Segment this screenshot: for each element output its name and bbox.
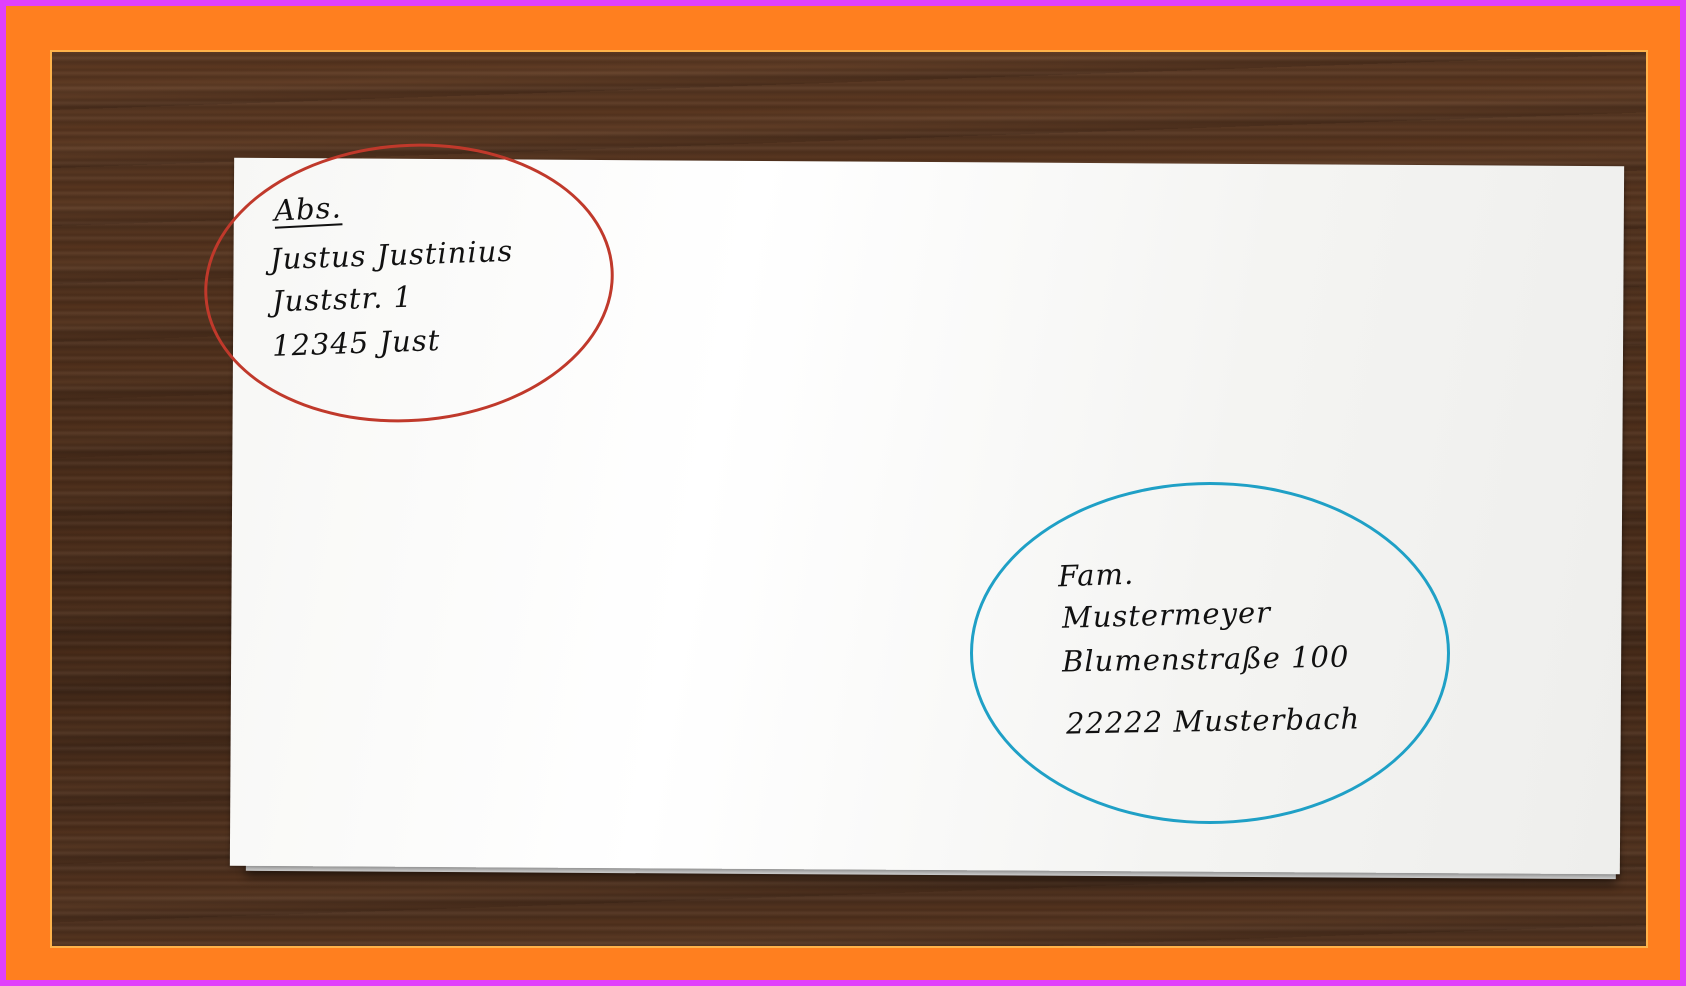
sender-label: Abs.	[273, 190, 343, 228]
sender-city: 12345 Just	[271, 323, 441, 363]
sender-name: Justus Justinius	[269, 233, 514, 277]
recipient-street: Blumenstraße 100	[1061, 639, 1350, 679]
recipient-city: 22222 Musterbach	[1065, 701, 1361, 741]
sender-street: Juststr. 1	[271, 279, 414, 319]
wood-table-background	[50, 50, 1648, 948]
recipient-label: Fam.	[1057, 556, 1135, 594]
recipient-name: Mustermeyer	[1061, 595, 1272, 635]
